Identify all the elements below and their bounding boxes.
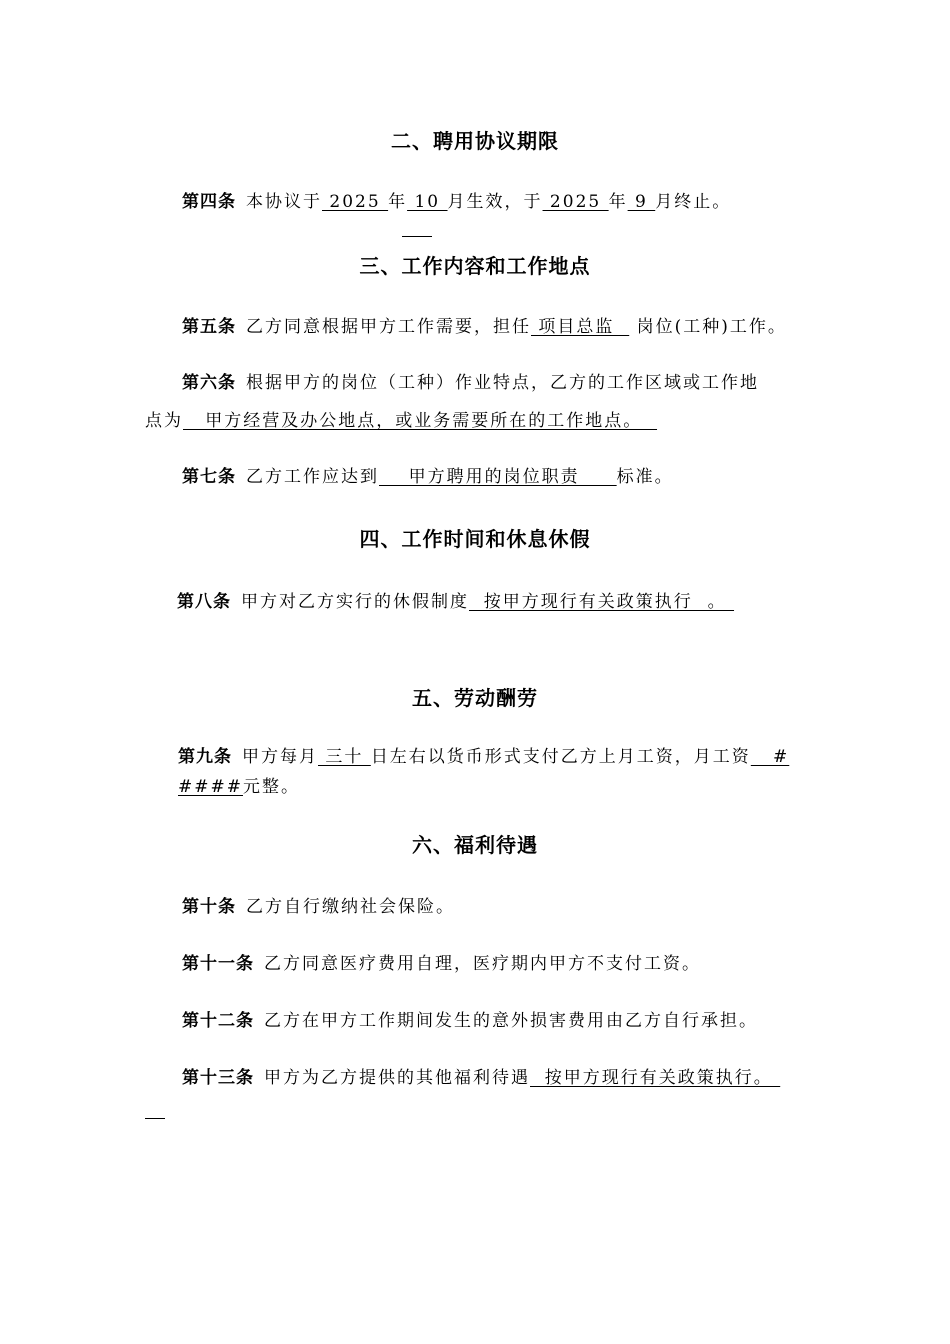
article-4 bbox=[182, 187, 731, 212]
monthly-wage-field-cont: #### bbox=[178, 777, 243, 797]
article-6-text-1: 根据甲方的岗位（工种）作业特点，乙方的工作区域或工作地 bbox=[246, 373, 759, 393]
article-12-text-1: 乙方在甲方工作期间发生的意外损害费用由乙方自行承担。 bbox=[264, 1011, 758, 1031]
work-standard-field: 甲方聘用的岗位职责 bbox=[379, 467, 617, 487]
work-place-field: 甲方经营及办公地点，或业务需要所在的工作地点。 bbox=[183, 411, 658, 431]
article-9-text-2: 日左右以货币形式支付乙方上月工资，月工资 bbox=[370, 747, 751, 767]
article-13-label: 第十三条 bbox=[182, 1068, 254, 1088]
article-7-label: 第七条 bbox=[182, 467, 236, 487]
article-12-label: 第十二条 bbox=[182, 1011, 254, 1031]
article-5-label: 第五条 bbox=[182, 317, 236, 337]
other-benefits-field: 按甲方现行有关政策执行。 bbox=[530, 1068, 781, 1088]
underline-rule-2 bbox=[145, 1118, 165, 1119]
article-5-text-1: 乙方同意根据甲方工作需要，担任 bbox=[246, 317, 531, 337]
end-month: 9 bbox=[627, 192, 656, 212]
post-field: 项目总监 bbox=[531, 317, 630, 337]
section-heading-4: 四、工作时间和休息休假 bbox=[359, 527, 591, 551]
article-8-label: 第八条 bbox=[177, 592, 231, 612]
article-7-text-2: 标准。 bbox=[616, 467, 674, 487]
section-heading-2: 二、聘用协议期限 bbox=[391, 129, 559, 153]
article-9-text-1: 甲方每月 bbox=[242, 747, 318, 767]
article-9-continued bbox=[178, 772, 300, 797]
article-11-label: 第十一条 bbox=[182, 954, 254, 974]
article-8 bbox=[177, 587, 734, 612]
article-4-text-5: 月终止。 bbox=[655, 192, 732, 212]
article-9-text-3: 元整。 bbox=[242, 777, 300, 797]
article-6-text-2: 点为 bbox=[145, 411, 183, 431]
article-13-text-1: 甲方为乙方提供的其他福利待遇 bbox=[264, 1068, 530, 1088]
effective-year: 2025 bbox=[322, 192, 389, 212]
article-6-label: 第六条 bbox=[182, 373, 236, 393]
article-11-text-1: 乙方同意医疗费用自理，医疗期内甲方不支付工资。 bbox=[264, 954, 701, 974]
section-heading-6: 六、福利待遇 bbox=[412, 833, 538, 857]
article-4-text-1: 本协议于 bbox=[246, 192, 322, 212]
article-4-text-4: 年 bbox=[608, 192, 628, 212]
article-9-label: 第九条 bbox=[178, 747, 232, 767]
vacation-policy-field: 按甲方现行有关政策执行 。 bbox=[469, 592, 735, 612]
article-7 bbox=[182, 462, 674, 487]
end-year: 2025 bbox=[542, 192, 609, 212]
article-9 bbox=[178, 742, 789, 767]
article-10-text-1: 乙方自行缴纳社会保险。 bbox=[246, 897, 455, 917]
article-5 bbox=[182, 312, 787, 337]
monthly-wage-field: # bbox=[750, 747, 790, 767]
article-5-text-2: 岗位(工种)工作。 bbox=[629, 317, 787, 337]
article-10-label: 第十条 bbox=[182, 897, 236, 917]
article-13 bbox=[182, 1063, 780, 1088]
article-4-text-3: 月生效，于 bbox=[447, 192, 543, 212]
article-10 bbox=[182, 892, 455, 917]
pay-day-field: 三十 bbox=[318, 747, 371, 767]
article-4-label: 第四条 bbox=[182, 192, 236, 212]
article-11 bbox=[182, 949, 701, 974]
article-6 bbox=[182, 368, 759, 393]
article-8-text-1: 甲方对乙方实行的休假制度 bbox=[241, 592, 469, 612]
section-heading-5: 五、劳动酬劳 bbox=[412, 686, 538, 710]
article-4-text-2: 年 bbox=[388, 192, 408, 212]
article-7-text-1: 乙方工作应达到 bbox=[246, 467, 379, 487]
section-heading-3: 三、工作内容和工作地点 bbox=[359, 254, 591, 278]
article-12 bbox=[182, 1006, 758, 1031]
article-6-continued bbox=[145, 406, 657, 431]
effective-month: 10 bbox=[407, 192, 448, 212]
underline-rule bbox=[402, 236, 432, 237]
